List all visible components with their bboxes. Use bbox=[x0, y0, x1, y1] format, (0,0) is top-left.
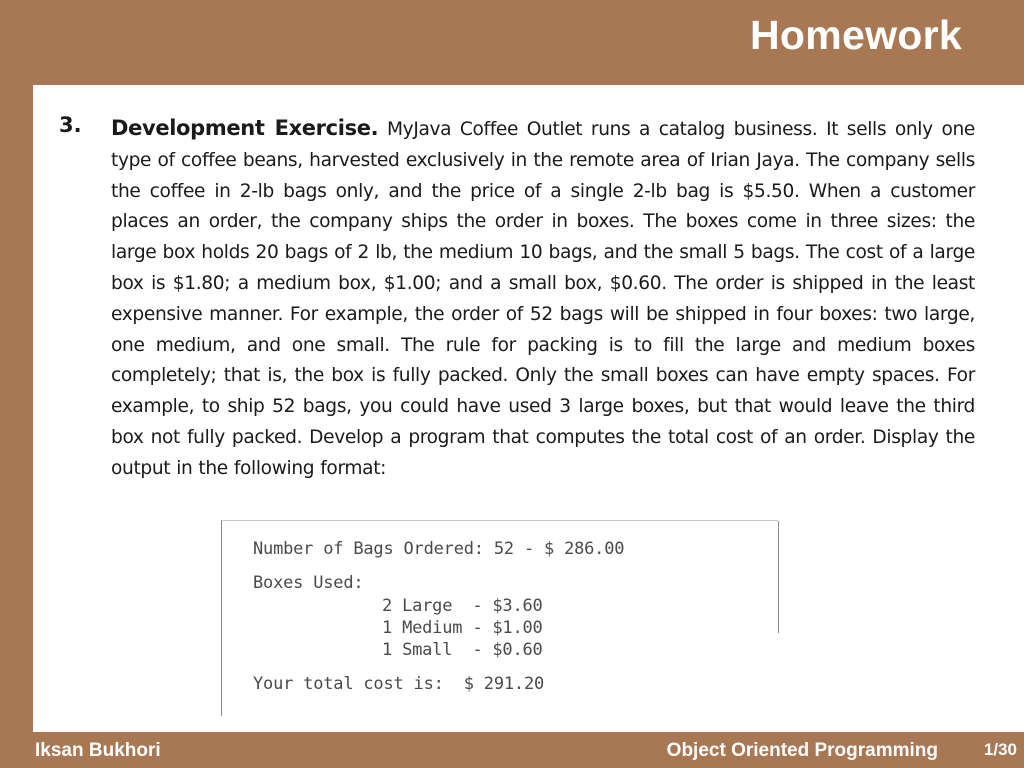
output-large-boxes-line: 2 Large - $3.60 bbox=[382, 596, 543, 616]
exercise-description bbox=[111, 113, 975, 485]
output-total-cost-line: Your total cost is: $ 291.20 bbox=[253, 674, 545, 694]
footer-author: Iksan Bukhori bbox=[35, 740, 161, 761]
footer-page-number: 1/30 bbox=[983, 740, 1017, 759]
footer-course-title: Object Oriented Programming bbox=[666, 740, 938, 761]
output-small-boxes-line: 1 Small - $0.60 bbox=[382, 640, 543, 660]
exercise-body: MyJava Coffee Outlet runs a catalog business. It sells only one type of coffee beans, harvested exclusively in the remote area of Irian Jaya. The company sells the coffee in 2-lb bags only, and the price of a single 2-lb bag is $5.50. When a customer places an order, the company ships the order in boxes. The boxes come in three sizes: the large box holds 20 bags of 2 lb, the medium 10 bags, and the small 5 bags. The cost of a large box is $1.80; a medium box, $1.00; and a small box, $0.60. The order is shipped in the least expensive manner. For example, the order of 52 bags will be shipped in four boxes: two large, one medium, and one small. The rule for packing is to fill the large and medium boxes completely; that is, the box is fully packed. Only the small boxes can have empty spaces. For example, to ship 52 bags, you could have used 3 large boxes, but that would leave the third box not fully packed. Develop a program that computes the total cost of an order. Display the output in the following format: bbox=[111, 119, 975, 479]
exercise-number: 3. bbox=[59, 113, 82, 137]
content-panel bbox=[33, 85, 1024, 732]
output-medium-boxes-line: 1 Medium - $1.00 bbox=[382, 618, 543, 638]
sample-output-screenshot bbox=[221, 520, 778, 716]
output-boxes-used-label: Boxes Used: bbox=[253, 573, 364, 593]
slide-title: Homework bbox=[749, 12, 962, 58]
output-bags-ordered-line: Number of Bags Ordered: 52 - $ 286.00 bbox=[253, 539, 625, 559]
exercise-heading: Development Exercise. bbox=[111, 116, 379, 140]
